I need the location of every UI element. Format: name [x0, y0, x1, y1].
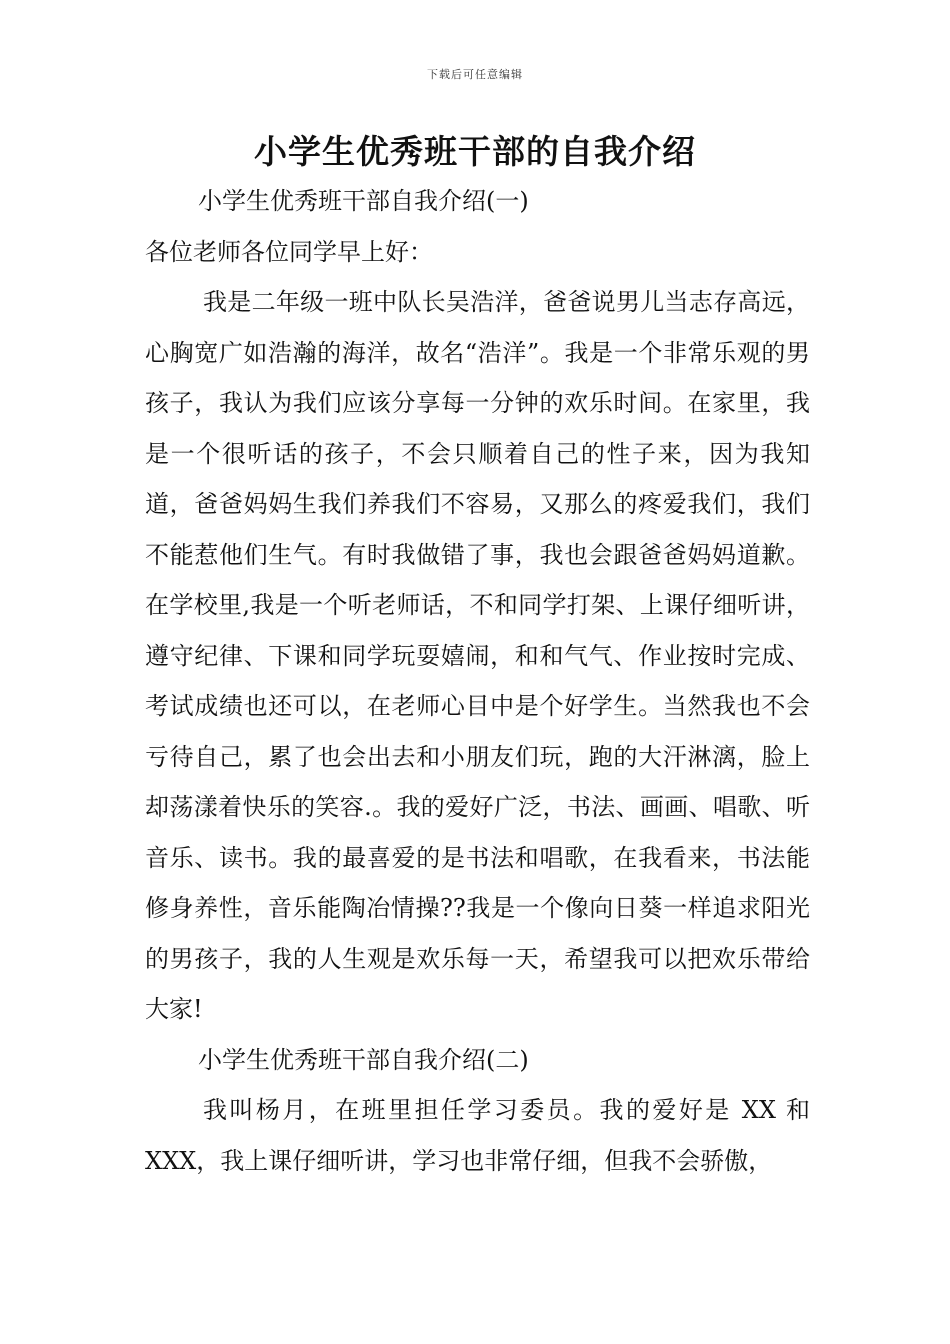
section-heading-2: 小学生优秀班干部自我介绍(二): [198, 1045, 529, 1074]
section-paragraph-1: 我是二年级一班中队长吴浩洋，爸爸说男儿当志存高远，心胸宽广如浩瀚的海洋，故名“浩洋”。我是一个非常乐观的男孩子，我认为我们应该分享每一分钟的欢乐时间。在家里，我是一个很听话的孩子，不会只顺着自己的性子来，因为我知道，爸爸妈妈生我们养我们不容易，又那么的疼爱我们，我们不能惹他们生气。有时我做错了事，我也会跟爸爸妈妈道歉。在学校里,我是一个听老师话，不和同学打架、上课仔细听讲，遵守纪律、下课和同学玩耍嬉闹，和和气气、作业按时完成、考试成绩也还可以，在老师心目中是个好学生。当然我也不会亏待自己，累了也会出去和小朋友们玩，跑的大汗淋漓，脸上却荡漾着快乐的笑容.。我的爱好广泛，书法、画画、唱歌、听音乐、读书。我的最喜爱的是书法和唱歌，在我看来，书法能修身养性，音乐能陶冶情操??我是一个像向日葵一样追求阳光的男孩子，我的人生观是欢乐每一天，希望我可以把欢乐带给大家!: [145, 288, 810, 1023]
document-title: 小学生优秀班干部的自我介绍: [254, 132, 696, 171]
document-body: [145, 176, 810, 1186]
greeting-line: 各位老师各位同学早上好：: [145, 237, 433, 266]
section-paragraph-2: 我叫杨月，在班里担任学习委员。我的爱好是 XX 和XXX，我上课仔细听讲，学习也非常仔细，但我不会骄傲，: [145, 1096, 810, 1175]
header-note: 下载后可任意编辑: [427, 68, 523, 81]
section-heading-1: 小学生优秀班干部自我介绍(一): [198, 187, 529, 215]
